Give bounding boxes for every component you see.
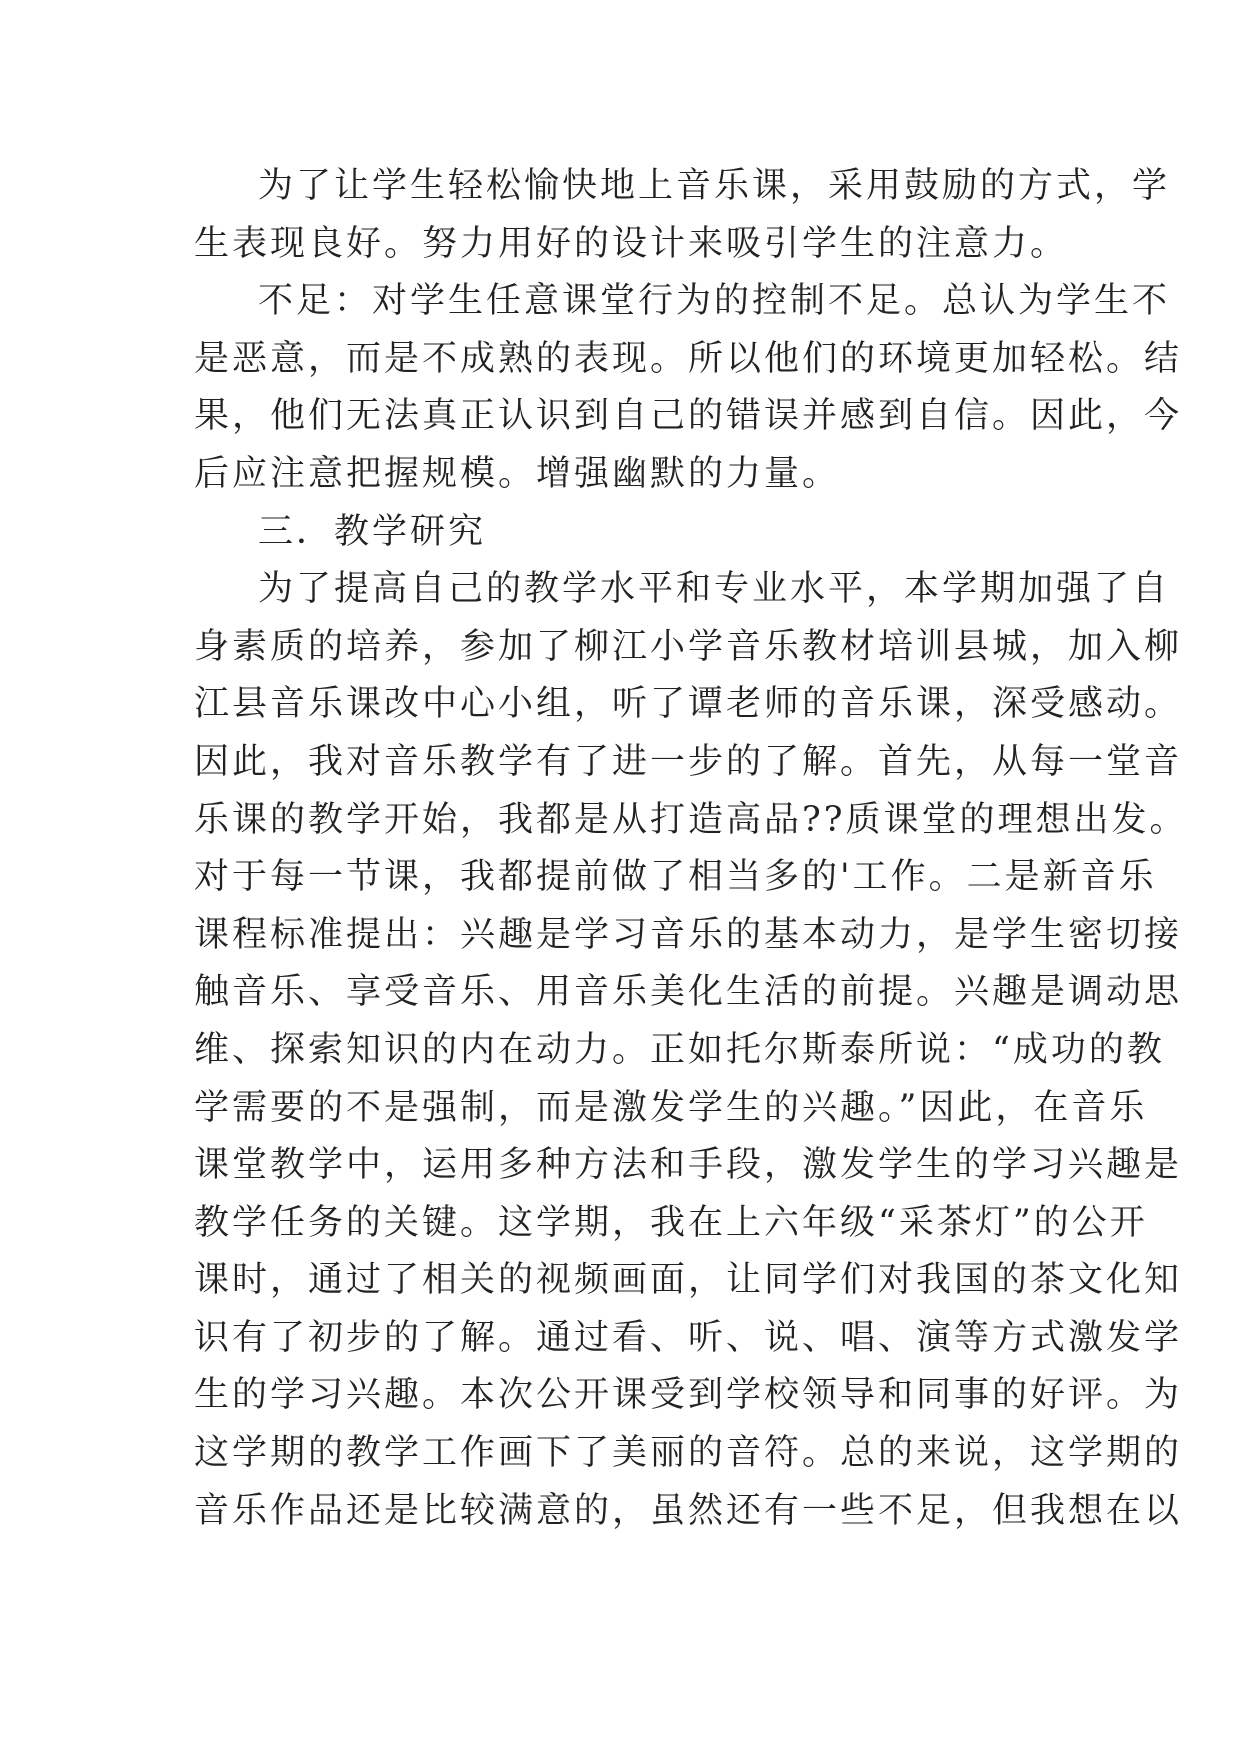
body-line: 江县音乐课改中心小组，听了谭老师的音乐课，深受感动。 <box>194 684 1183 725</box>
body-line: 生表现良好。努力用好的设计来吸引学生的注意力。 <box>194 223 1069 264</box>
body-line: 维、探索知识的内在动力。正如托尔斯泰所说：“成功的教 <box>194 1029 1165 1070</box>
body-line: 是恶意，而是不成熟的表现。所以他们的环境更加轻松。结 <box>194 338 1183 379</box>
body-line: 不足：对学生任意课堂行为的控制不足。总认为学生不 <box>258 281 1171 322</box>
body-line: 课堂教学中，运用多种方法和手段，激发学生的学习兴趣是 <box>194 1145 1183 1186</box>
body-line: 乐课的教学开始，我都是从打造高品??质课堂的理想出发。 <box>194 799 1188 840</box>
body-line: 后应注意把握规模。增强幽默的力量。 <box>194 453 841 494</box>
body-line: 这学期的教学工作画下了美丽的音符。总的来说，这学期的 <box>194 1433 1183 1474</box>
body-line: 课时，通过了相关的视频画面，让同学们对我国的茶文化知 <box>194 1260 1183 1301</box>
body-line: 触音乐、享受音乐、用音乐美化生活的前提。兴趣是调动思 <box>194 972 1183 1013</box>
document-body <box>194 158 1188 1540</box>
body-line: 对于每一节课，我都提前做了相当多的'工作。二是新音乐 <box>194 857 1157 898</box>
body-line: 音乐作品还是比较满意的，虽然还有一些不足，但我想在以 <box>194 1490 1183 1531</box>
body-line: 身素质的培养，参加了柳江小学音乐教材培训县城，加入柳 <box>194 626 1183 667</box>
body-line: 生的学习兴趣。本次公开课受到学校领导和同事的好评。为 <box>194 1375 1183 1416</box>
body-line: 识有了初步的了解。通过看、听、说、唱、演等方式激发学 <box>194 1317 1183 1358</box>
section-heading: 三．教学研究 <box>258 511 487 552</box>
body-line: 学需要的不是强制，而是激发学生的兴趣。”因此，在音乐 <box>194 1087 1148 1128</box>
body-line: 教学任务的关键。这学期，我在上六年级“采茶灯”的公开 <box>194 1202 1148 1243</box>
body-line: 为了让学生轻松愉快地上音乐课，采用鼓励的方式，学 <box>258 166 1171 206</box>
body-line: 为了提高自己的教学水平和专业水平，本学期加强了自 <box>258 569 1171 610</box>
body-line: 果，他们无法真正认识到自己的错误并感到自信。因此，今 <box>194 396 1183 437</box>
body-line: 课程标准提出：兴趣是学习音乐的基本动力，是学生密切接 <box>194 914 1183 955</box>
body-line: 因此，我对音乐教学有了进一步的了解。首先，从每一堂音 <box>194 741 1183 782</box>
